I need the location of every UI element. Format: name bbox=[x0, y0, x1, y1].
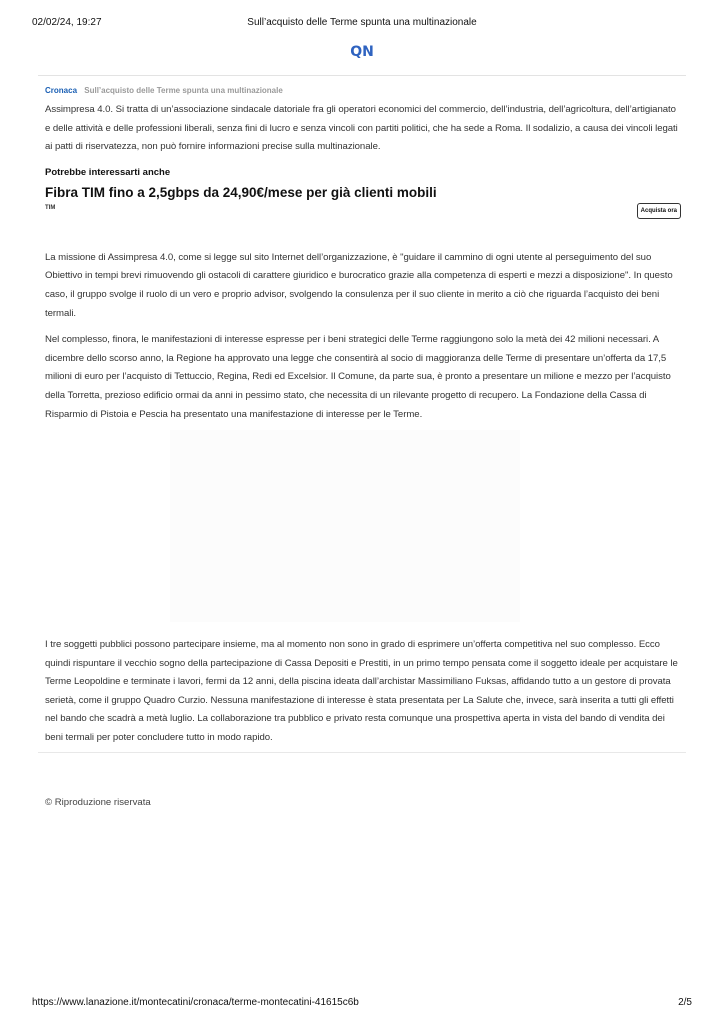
site-logo[interactable]: QN bbox=[350, 44, 374, 60]
print-footer bbox=[32, 997, 692, 1011]
article-paragraph-1: Assimpresa 4.0. Si tratta di un’associazione sindacale datoriale fra gli operatori economici del commercio, dell’industria, dell’agricoltura, dell’artigianato e delle attività e delle professioni liberali, senza fini di lucro e senza vincoli con partiti politici, che ha sede a Roma. Il sodalizio, a causa dei vincoli legati ai patti di riservatezza, non può fornire informazioni precise sulla multinazionale. bbox=[45, 104, 678, 153]
print-header bbox=[32, 17, 692, 31]
promo-title-link[interactable]: Fibra TIM fino a 2,5gbps da 24,90€/mese per già clienti mobili bbox=[45, 184, 437, 200]
promo-brand: TIM bbox=[45, 204, 56, 211]
breadcrumb-current: Sull’acquisto delle Terme spunta una multinazionale bbox=[84, 86, 283, 95]
article-paragraph-2: La missione di Assimpresa 4.0, come si legge sul sito Internet dell’organizzazione, è "guidare il cammino di ogni utente al perseguimento del suo Obiettivo in tempi brevi rimuovendo gli ostacoli di carattere giuridico e burocratico grazie alla competenza di esperti e mezzi a disposizione". In questo caso, il gruppo svolge il ruolo di un vero e proprio advisor, svolgendo la consulenza per il suo cliente in merito a ciò che riguarda l’acquisto dei beni termali. bbox=[45, 251, 673, 319]
related-heading: Potrebbe interessarti anche bbox=[45, 166, 171, 178]
print-title: Sull’acquisto delle Terme spunta una multinazionale bbox=[247, 17, 477, 28]
copyright-notice: © Riproduzione riservata bbox=[45, 797, 151, 808]
breadcrumb-section-link[interactable]: Cronaca bbox=[45, 86, 78, 95]
page-number: 2/5 bbox=[678, 997, 692, 1008]
print-date: 02/02/24, 19:27 bbox=[32, 17, 102, 28]
buy-now-button[interactable]: Acquista ora bbox=[637, 203, 681, 219]
page-url: https://www.lanazione.it/montecatini/cronaca/terme-montecatini-41615c6b bbox=[32, 997, 359, 1008]
ad-placeholder bbox=[170, 430, 520, 622]
promo-row bbox=[45, 202, 681, 222]
article-content bbox=[45, 80, 681, 424]
article-paragraph-4: I tre soggetti pubblici possono partecipare insieme, ma al momento non sono in grado di esprimere un’offerta competitiva nel suo complesso. Ecco quindi rispuntare il vecchio sogno della partecipazione di Cassa Depositi e Prestiti, in un primo tempo pensata come il soggetto ideale per acquistare le Terme Leopoldine e terminate i lavori, fermi da 12 anni, della piscina ideata dall’archistar Massimiliano Fuksas, affidando tutto a un gestore di provata serietà, come il gruppo Quadro Curzio. Nessuna manifestazione di interesse è stata presentata per La Salute che, invece, sarà inserita a tutti gli effetti nel bando che scadrà a metà luglio. La collaborazione tra pubblico e privato resta comunque una prospettiva aperta in vista del bando di vendita dei beni termali per poter concludere tutto in modo rapido. bbox=[45, 639, 678, 743]
top-divider bbox=[38, 75, 686, 76]
bottom-divider bbox=[38, 752, 686, 753]
breadcrumb bbox=[45, 85, 681, 97]
article-paragraph-3: Nel complesso, finora, le manifestazioni di interesse espresse per i beni strategici delle Terme raggiungono solo la metà dei 42 milioni necessari. A dicembre dello scorso anno, la Regione ha approvato una legge che consentirà al socio di maggioranza delle Terme di presentare un’offerta da 17,5 milioni di euro per l’acquisto di Tettuccio, Regina, Redi ed Excelsior. Il Comune, da parte sua, è pronto a presentare un milione e mezzo per l’acquisto della Torretta, prezioso edificio ormai da anni in pessimo stato, che necessita di un rilevante progetto di recupero. La Fondazione della Cassa di Risparmio di Pistoia e Pescia ha presentato una manifestazione di interesse per le Terme. bbox=[45, 334, 671, 420]
